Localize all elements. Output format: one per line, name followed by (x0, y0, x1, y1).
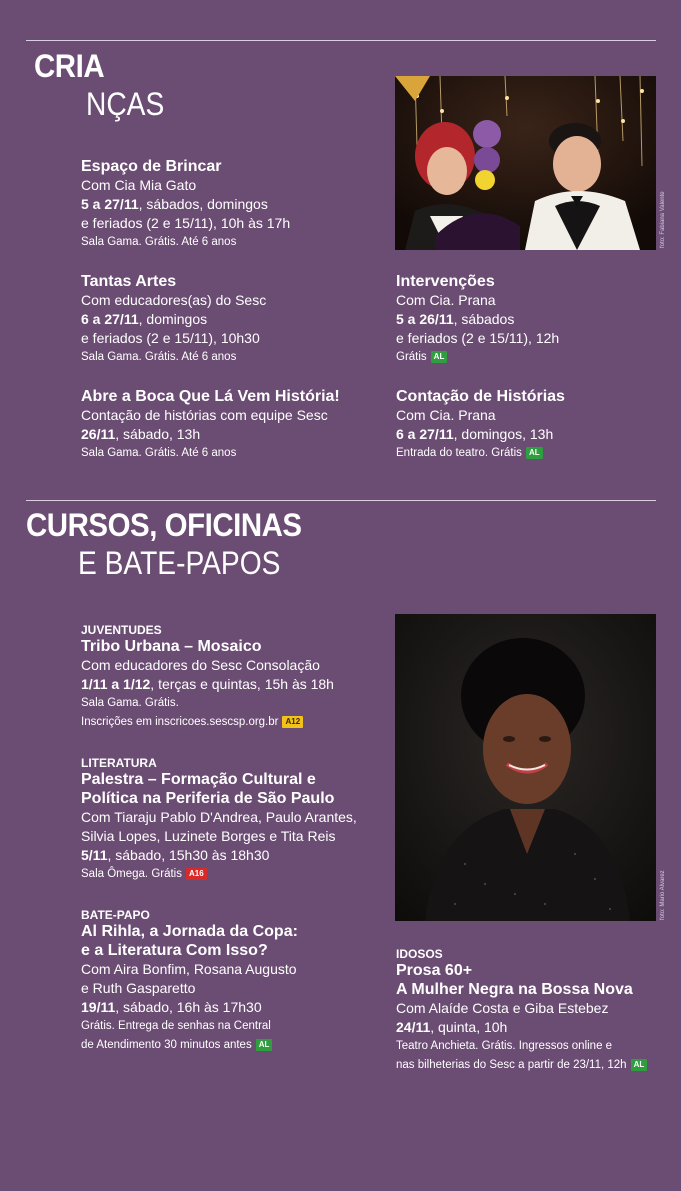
event-with: Com Alaíde Costa e Giba Estebez (396, 1000, 609, 1016)
event-date-line: 19/11, sábado, 16h às 17h30 (81, 999, 262, 1015)
event-info: Sala Gama. Grátis. Até 6 anos (81, 236, 237, 248)
event-title: Tantas Artes (81, 273, 177, 290)
event-info-2: nas bilheterias do Sesc a partir de 23/11, 12h AL (396, 1056, 676, 1075)
rating-badge: A16 (186, 868, 207, 880)
event-with-2: Silvia Lopes, Luzinete Borges e Tita Reis (81, 828, 336, 844)
section-divider-middle (26, 500, 656, 501)
event-title-2: Política na Periferia de São Paulo (81, 790, 335, 807)
event-with: Com educadores do Sesc Consolação (81, 657, 320, 673)
event-title: Abre a Boca Que Lá Vem História! (81, 388, 340, 405)
performers-photo (395, 76, 656, 250)
event-category: BATE-PAPO (81, 908, 150, 922)
event-date-line: 26/11, sábado, 13h (81, 426, 201, 442)
rating-badge: AL (256, 1039, 273, 1051)
event-with: Contação de histórias com equipe Sesc (81, 407, 328, 423)
event-palestra (81, 756, 391, 884)
event-date-line-2: e feriados (2 e 15/11), 10h às 17h (81, 215, 291, 231)
section-divider-top (26, 40, 656, 41)
event-info: Sala Gama. Grátis. Até 6 anos (81, 447, 237, 459)
event-al-rihla (81, 908, 381, 1055)
event-tantas-artes (81, 272, 381, 367)
event-info: Grátis. Entrega de senhas na Central (81, 1020, 271, 1032)
rating-badge: AL (631, 1059, 648, 1071)
event-with: Com Aira Bonfim, Rosana Augusto (81, 961, 297, 977)
event-info: Entrada do teatro. Grátis AL (396, 444, 681, 463)
event-category: IDOSOS (396, 947, 443, 961)
event-with: Com educadores(as) do Sesc (81, 292, 267, 308)
event-date-line: 24/11, quinta, 10h (396, 1019, 508, 1035)
event-date-line-2: e feriados (2 e 15/11), 10h30 (81, 330, 260, 346)
event-title-2: e a Literatura Com Isso? (81, 942, 268, 959)
section-title-light: NÇAS (86, 86, 165, 122)
event-espaco-de-brincar (81, 157, 381, 252)
event-date-line: 5 a 27/11, sábados, domingos (81, 196, 268, 212)
photo-credit: foto: Fabiana Valente (660, 191, 666, 248)
rating-badge: AL (526, 447, 543, 459)
event-date-line: 5 a 26/11, sábados (396, 311, 515, 327)
event-category: LITERATURA (81, 756, 157, 770)
portrait-photo (395, 614, 656, 921)
rating-badge: A12 (282, 716, 303, 728)
event-date-line: 6 a 27/11, domingos (81, 311, 208, 327)
event-date-line-2: e feriados (2 e 15/11), 12h (396, 330, 560, 346)
event-title: Prosa 60+ (396, 962, 473, 979)
event-info: Sala Ômega. Grátis A16 (81, 865, 391, 884)
section-title-bold: CRIA (34, 48, 105, 84)
event-title: Intervenções (396, 273, 495, 290)
event-info: Grátis AL (396, 348, 681, 367)
event-info: Sala Gama. Grátis. Até 6 anos (81, 351, 237, 363)
event-with: Com Tiaraju Pablo D'Andrea, Paulo Arantes, (81, 809, 357, 825)
event-with-2: e Ruth Gasparetto (81, 980, 196, 996)
event-prosa-60 (396, 947, 676, 1075)
event-title: Espaço de Brincar (81, 158, 222, 175)
event-with: Com Cia. Prana (396, 407, 496, 423)
rating-badge: AL (431, 351, 448, 363)
event-intervencoes (396, 272, 681, 367)
event-with: Com Cia Mia Gato (81, 177, 197, 193)
section-title-bold: CURSOS, OFICINAS (26, 507, 302, 543)
event-title: Contação de Histórias (396, 388, 565, 405)
event-title: Palestra – Formação Cultural e (81, 771, 316, 788)
event-with: Com Cia. Prana (396, 292, 496, 308)
event-tribo-urbana (81, 623, 381, 732)
event-info: Teatro Anchieta. Grátis. Ingressos online e (396, 1040, 613, 1052)
event-title-2: A Mulher Negra na Bossa Nova (396, 981, 633, 998)
event-title: Al Rihla, a Jornada da Copa: (81, 923, 298, 940)
event-category: JUVENTUDES (81, 623, 162, 637)
event-date-line: 6 a 27/11, domingos, 13h (396, 426, 554, 442)
event-info-2: de Atendimento 30 minutos antes AL (81, 1036, 381, 1055)
event-title: Tribo Urbana – Mosaico (81, 638, 262, 655)
event-date-line: 1/11 a 1/12, terças e quintas, 15h às 18h (81, 676, 334, 692)
event-contacao-de-historias (396, 387, 681, 463)
event-date-line: 5/11, sábado, 15h30 às 18h30 (81, 847, 270, 863)
event-info: Sala Gama. Grátis. (81, 697, 179, 709)
event-info-2: Inscrições em inscricoes.sescsp.org.br A12 (81, 713, 381, 732)
section-title-light: E BATE-PAPOS (78, 545, 281, 581)
photo-credit: foto: Mario Alvarez (660, 870, 666, 920)
event-abre-a-boca (81, 387, 381, 463)
